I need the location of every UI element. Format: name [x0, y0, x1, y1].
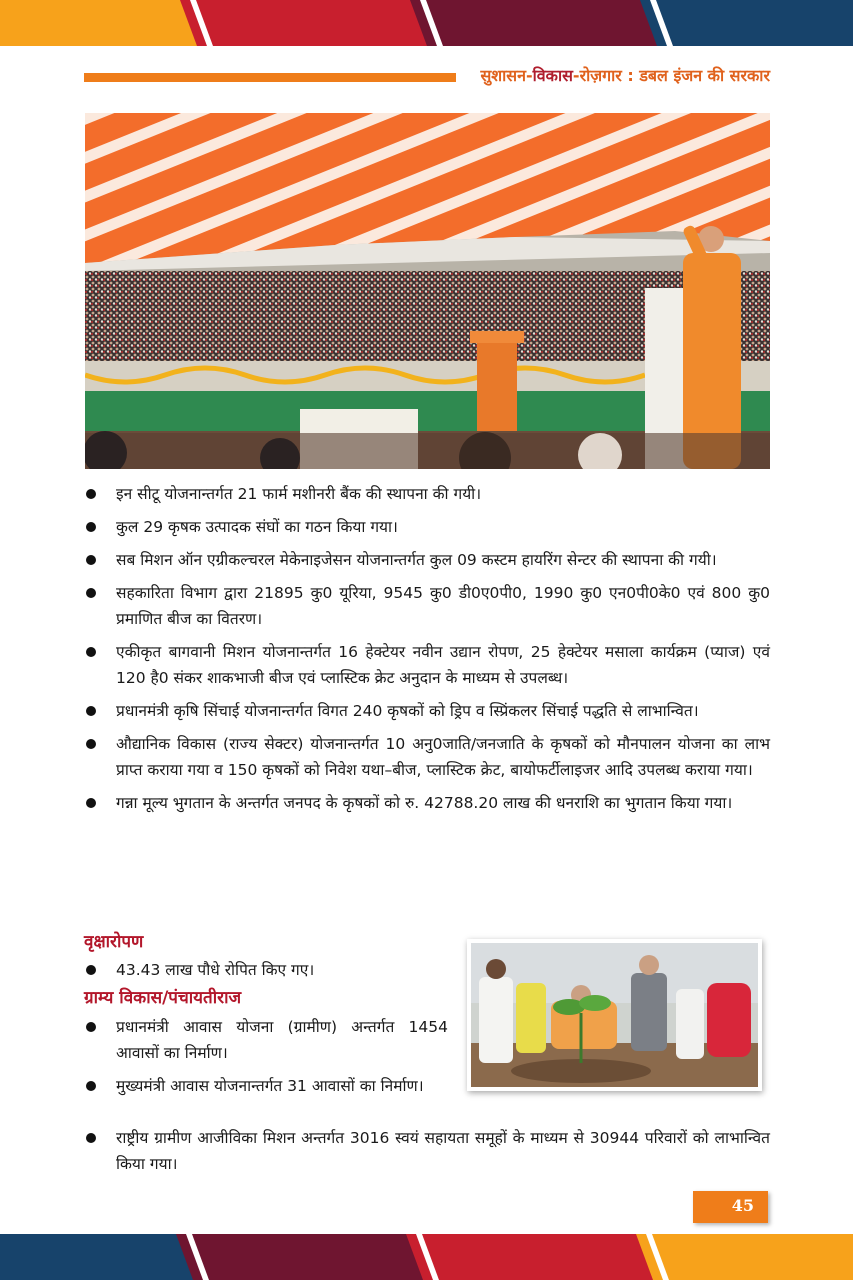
header-title-part3: -रोज़गार : डबल इंजन की सरकार [572, 66, 770, 85]
page-number-box [693, 1191, 768, 1223]
plantation-photo-illustration [471, 943, 758, 1087]
list-item: 43.43 लाख पौधे रोपित किए गए। [84, 957, 454, 983]
list-item: इन सीटू योजनान्तर्गत 21 फार्म मशीनरी बैंक की स्थापना की गयी। [84, 481, 770, 507]
list-item: कुल 29 कृषक उत्पादक संघों का गठन किया गया। [84, 514, 770, 540]
page-number: 45 [731, 1196, 754, 1215]
main-event-photo [85, 113, 770, 469]
header-rule [84, 73, 456, 82]
list-item: प्रधानमंत्री आवास योजना (ग्रामीण) अन्तर्गत 1454 आवासों का निर्माण। [84, 1014, 448, 1066]
list-item: मुख्यमंत्री आवास योजनान्तर्गत 31 आवासों का निर्माण। [84, 1073, 448, 1099]
header-title-part1: सुशासन- [480, 66, 533, 85]
bottom-color-band [0, 1234, 853, 1280]
agriculture-bullet-list [84, 481, 770, 823]
top-color-band [0, 0, 853, 46]
rural-bullet-list-continued [84, 1125, 770, 1184]
event-photo-illustration [85, 113, 770, 469]
list-item: सहकारिता विभाग द्वारा 21895 कु0 यूरिया, 9545 कु0 डी0ए0पी0, 1990 कु0 एन0पी0के0 एवं 800 कु0 प्रमाणित बीज का वितरण। [84, 580, 770, 632]
list-item: सब मिशन ऑन एग्रीकल्चरल मेकेनाइजेसन योजनान्तर्गत कुल 09 कस्टम हायरिंग सेन्टर की स्थापना की गयी। [84, 547, 770, 573]
header-title-part2: विकास [532, 66, 573, 85]
section-heading-plantation: वृक्षारोपण [84, 932, 144, 952]
list-item: एकीकृत बागवानी मिशन योजनान्तर्गत 16 हेक्टेयर नवीन उद्यान रोपण, 25 हेक्टेयर मसाला कार्यक्रम (प्याज) एवं 120 है0 संकर शाकभाजी बीज एवं प्लास्टिक क्रेट अनुदान के माध्यम से उपलब्ध। [84, 639, 770, 691]
list-item: औद्यानिक विकास (राज्य सेक्टर) योजनान्तर्गत 10 अनु0जाति/जनजाति के कृषकों को मौनपालन योजना का लाभ प्राप्त कराया गया व 150 कृषकों को निवेश यथा–बीज, प्लास्टिक क्रेट, बायोफर्टीलाइजर आदि उपलब्ध कराया गया। [84, 731, 770, 783]
section-heading-rural-development: ग्राम्य विकास/पंचायतीराज [84, 988, 242, 1008]
list-item: राष्ट्रीय ग्रामीण आजीविका मिशन अन्तर्गत 3016 स्वयं सहायता समूहों के माध्यम से 30944 परिवारों को लाभान्वित किया गया। [84, 1125, 770, 1177]
rural-bullet-list [84, 1014, 448, 1106]
plantation-photo [467, 939, 762, 1091]
list-item: प्रधानमंत्री कृषि सिंचाई योजनान्तर्गत विगत 240 कृषकों को ड्रिप व स्प्रिंकलर सिंचाई पद्धति से लाभान्वित। [84, 698, 770, 724]
header-title [466, 64, 770, 86]
list-item: गन्ना मूल्य भुगतान के अन्तर्गत जनपद के कृषकों को रु. 42788.20 लाख की धनराशि का भुगतान किया गया। [84, 790, 770, 816]
